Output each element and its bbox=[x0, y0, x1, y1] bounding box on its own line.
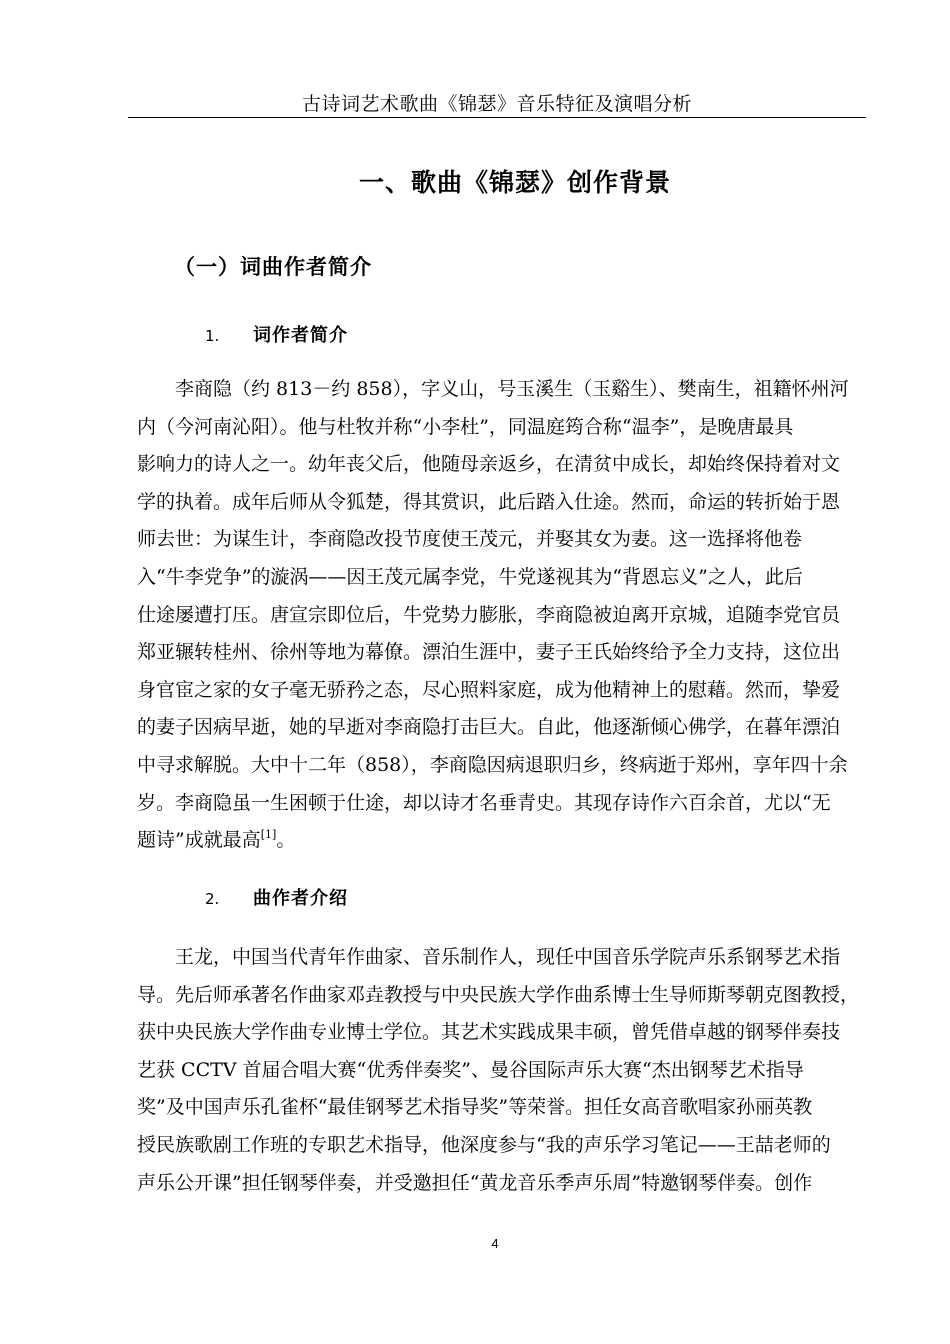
chapter-title: 一、歌曲《锦瑟》创作背景 bbox=[358, 168, 671, 197]
subsection-title: 曲作者介绍 bbox=[253, 888, 348, 909]
text-line: 授民族歌剧工作班的专职艺术指导，他深度参与“我的声乐学习笔记——王喆老师的 bbox=[137, 1133, 831, 1156]
text-line: 入“牛李党争”的漩涡——因王茂元属李党，牛党遂视其为“背恩忘义”之人，此后 bbox=[137, 565, 803, 588]
header-rule bbox=[128, 117, 866, 118]
text-fragment: 。 bbox=[276, 829, 296, 852]
citation-reference[interactable]: [1] bbox=[260, 828, 277, 842]
text-line-last bbox=[137, 822, 857, 860]
text-line: 奖”及中国声乐孔雀杯“最佳钢琴艺术指导奖”等荣誉。担任女高音歌唱家孙丽英教 bbox=[137, 1096, 813, 1119]
subsection-number: 2. bbox=[205, 890, 220, 908]
composer-bio-paragraph bbox=[137, 939, 860, 1202]
text-line: 导。先后师承著名作曲家邓垚教授与中央民族大学作曲系博士生导师斯琴朝克图教授， bbox=[137, 983, 860, 1006]
author-bio-paragraph bbox=[137, 371, 857, 860]
text-line: 王龙，中国当代青年作曲家、音乐制作人，现任中国音乐学院声乐系钢琴艺术指 bbox=[175, 946, 841, 968]
subsection-heading-2 bbox=[205, 885, 348, 913]
text-line: 声乐公开课”担任钢琴伴奏，并受邀担任“黄龙音乐季声乐周”特邀钢琴伴奏。创作 bbox=[137, 1171, 813, 1194]
text-line: 身官宦之家的女子毫无骄矜之态，尽心照料家庭，成为他精神上的慰藉。然而，挚爱 bbox=[137, 678, 841, 701]
page-number: 4 bbox=[491, 1236, 499, 1251]
text-line: 中寻求解脱。大中十二年（858），李商隐因病退职归乡，终病逝于郑州，享年四十余 bbox=[137, 753, 848, 776]
text-line: 师去世：为谋生计，李商隐改投节度使王茂元，并娶其女为妻。这一选择将他卷 bbox=[137, 528, 803, 551]
text-line: 李商隐（约 813－约 858），字义山，号玉溪生（玉谿生）、樊南生，祖籍怀州河 bbox=[175, 378, 849, 400]
text-line: 学的执着。成年后师从令狐楚，得其赏识，此后踏入仕途。然而，命运的转折始于恩 bbox=[137, 490, 841, 513]
section-heading: （一）词曲作者简介 bbox=[174, 255, 372, 279]
subsection-heading-1 bbox=[205, 322, 348, 350]
text-line: 内（今河南沁阳）。他与杜牧并称“小李杜”，同温庭筠合称“温李”，是晚唐最具 bbox=[137, 415, 794, 438]
text-line: 的妻子因病早逝，她的早逝对李商隐打击巨大。自此，他逐渐倾心佛学，在暮年漂泊 bbox=[137, 716, 841, 739]
text-line: 郑亚辗转桂州、徐州等地为幕僚。漂泊生涯中，妻子王氏始终给予全力支持，这位出 bbox=[137, 641, 841, 664]
subsection-number: 1. bbox=[205, 327, 220, 345]
running-header: 古诗词艺术歌曲《锦瑟》音乐特征及演唱分析 bbox=[301, 93, 692, 115]
text-fragment: 题诗”成就最高 bbox=[137, 829, 261, 852]
text-line: 获中央民族大学作曲专业博士学位。其艺术实践成果丰硕，曾凭借卓越的钢琴伴奏技 bbox=[137, 1021, 841, 1044]
text-line: 影响力的诗人之一。幼年丧父后，他随母亲返乡，在清贫中成长，却始终保持着对文 bbox=[137, 453, 841, 476]
text-line: 艺获 CCTV 首届合唱大赛“优秀伴奏奖”、曼谷国际声乐大赛“杰出钢琴艺术指导 bbox=[137, 1058, 804, 1081]
text-line: 岁。李商隐虽一生困顿于仕途，却以诗才名垂青史。其现存诗作六百余首，尤以“无 bbox=[137, 791, 831, 814]
subsection-title: 词作者简介 bbox=[253, 325, 348, 346]
text-line: 仕途屡遭打压。唐宣宗即位后，牛党势力膨胀，李商隐被迫离开京城，追随李党官员 bbox=[137, 603, 841, 626]
